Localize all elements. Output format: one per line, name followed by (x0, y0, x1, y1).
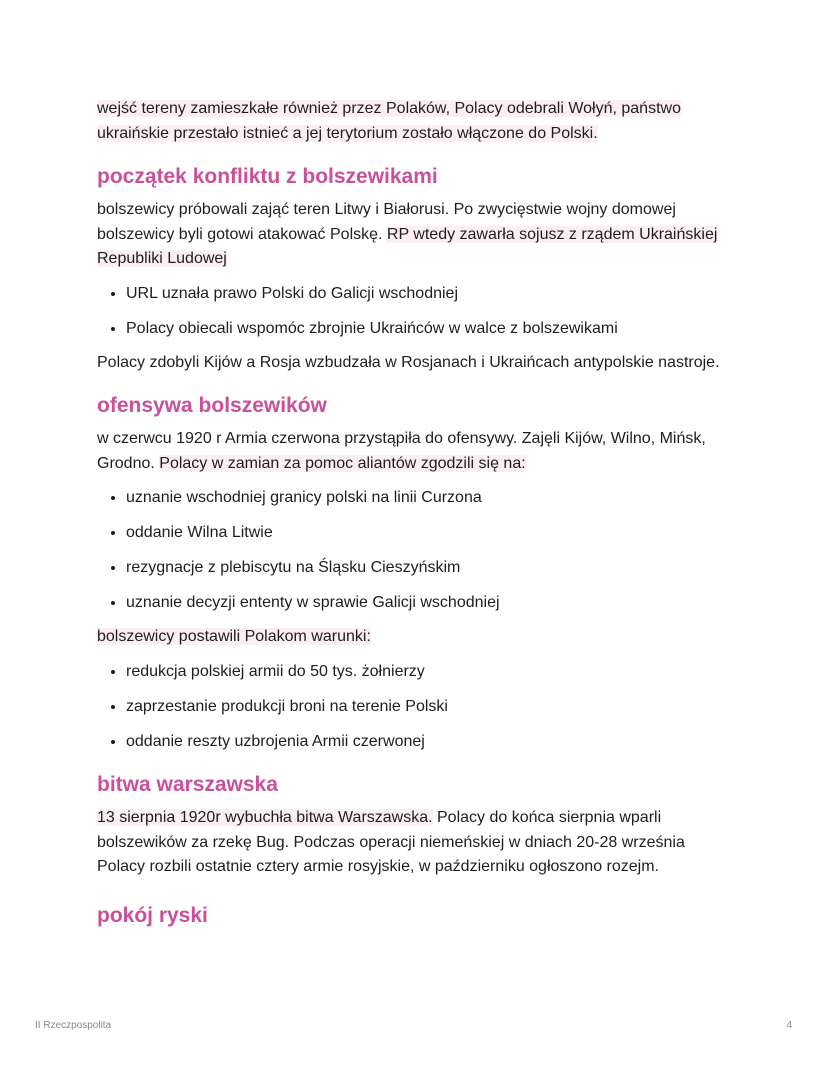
list-item: • Polacy obiecali wspomóc zbrojnie Ukraińców w walce z bolszewikami (126, 316, 729, 342)
list-item: • zaprzestanie produkcji broni na terenie Polski (126, 694, 729, 720)
text: bolszewicy próbowali zająć teren Litwy i Białorusi. Po zwycięstwie wojny domowej bolszewicy byli gotowi atakować Polskę. (97, 201, 676, 243)
document-body (97, 97, 729, 937)
highlighted-text: Polacy w zamian za pomoc aliantów zgodzili się na: (159, 454, 526, 472)
bullet-list (97, 659, 729, 755)
list-item: • URL uznała prawo Polski do Galicji wschodniej (126, 281, 729, 307)
list-item: • uznanie decyzji ententy w sprawie Galicji wschodniej (126, 590, 729, 616)
section-heading: pokój ryski (97, 903, 208, 927)
paragraph (97, 625, 729, 650)
bullet-list (97, 281, 729, 342)
section-heading: bitwa warszawska (97, 773, 278, 796)
list-item: • rezygnacje z plebiscytu na Śląsku Cieszyńskim (126, 555, 729, 581)
paragraph (97, 806, 729, 880)
page-number: 4 (786, 1020, 792, 1031)
section-heading: ofensywa bolszewików (97, 394, 327, 417)
section-heading: początek konfliktu z bolszewikami (97, 165, 438, 188)
highlighted-text: bolszewicy postawili Polakom warunki: (97, 628, 371, 645)
highlighted-text: 13 sierpnia 1920r wybuchła bitwa Warszawska. (97, 809, 433, 826)
paragraph: Polacy zdobyli Kijów a Rosja wzbudzała w Rosjanach i Ukraińcach antypolskie nastroje. (97, 353, 720, 371)
list-item: • redukcja polskiej armii do 50 tys. żołnierzy (126, 659, 729, 685)
list-item: • oddanie reszty uzbrojenia Armii czerwonej (126, 729, 729, 755)
paragraph (97, 97, 729, 146)
paragraph (97, 198, 729, 272)
text: w czerwcu 1920 r Armia czerwona przystąpiła do ofensywy. Zajęli Kijów, Wilno, Mińsk, Grodno. (97, 430, 706, 472)
text: Polacy do końca sierpnia wparli bolszewików za rzekę Bug. Podczas operacji niemeńskiej w dniach 20-28 września Polacy rozbili ostatnie cztery armie rosyjskie, w październiku ogłoszono rozejm. (97, 809, 685, 875)
bullet-list (97, 485, 729, 616)
footer-title: II Rzeczpospolita (35, 1020, 112, 1031)
list-item: • oddanie Wilna Litwie (126, 520, 729, 546)
highlighted-text: wejść tereny zamieszkałe również przez Polaków, Polacy odebrali Wołyń, państwo ukraińskie przestało istnieć a jej terytorium zostało włączone do Polski. (97, 100, 681, 142)
paragraph (97, 427, 729, 476)
highlighted-text: RP wtedy zawarła sojusz z rządem Ukraińskiej Republiki Ludowej (97, 225, 718, 267)
list-item: • uznanie wschodniej granicy polski na linii Curzona (126, 485, 729, 511)
